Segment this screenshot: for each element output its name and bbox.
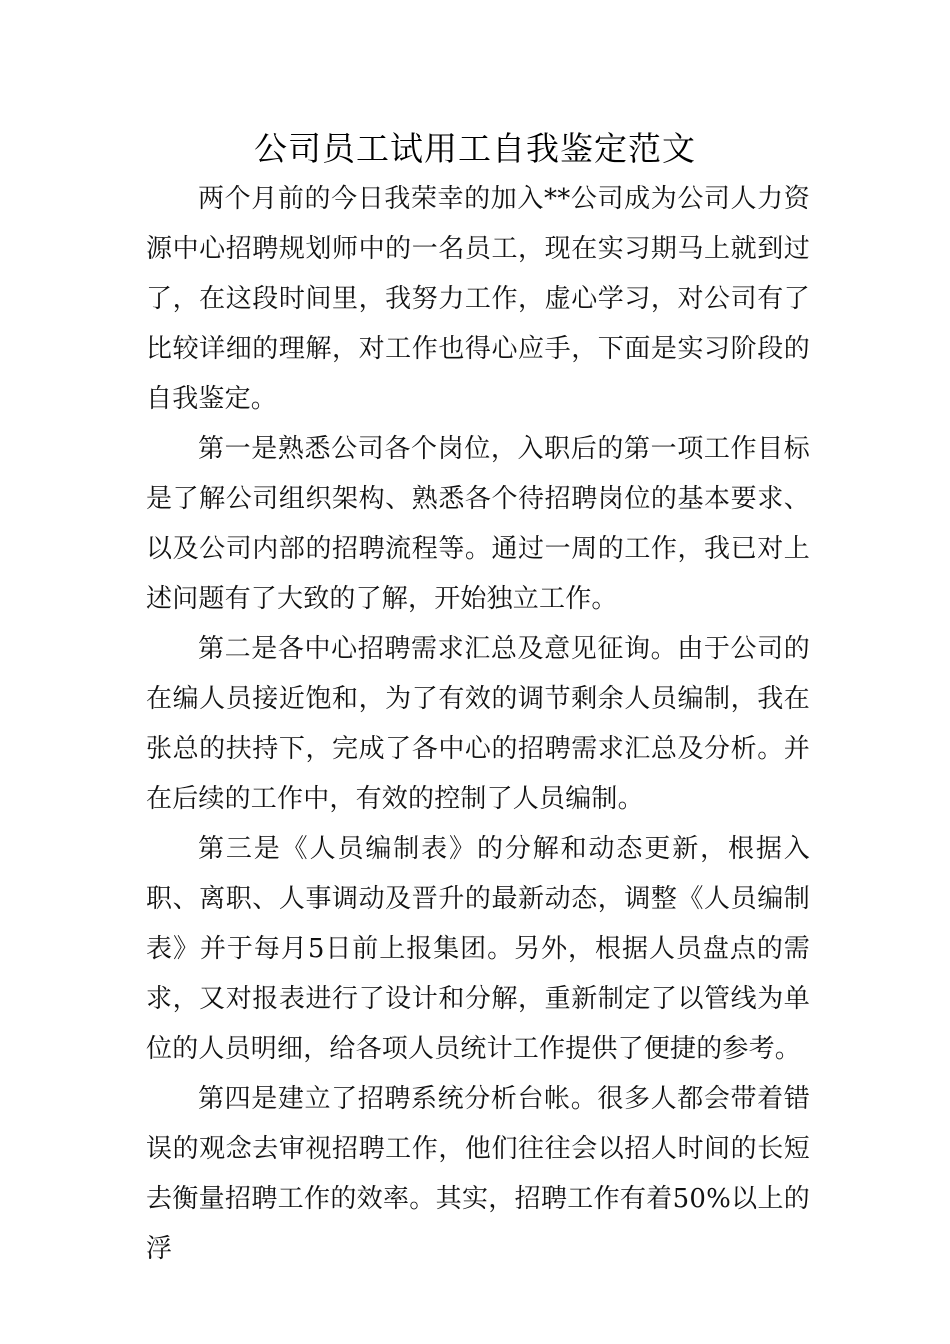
paragraph-fourth: 第四是建立了招聘系统分析台帐。很多人都会带着错误的观念去审视招聘工作，他们往往会以招人时间的长短去衡量招聘工作的效率。其实，招聘工作有着50%以上的浮 xyxy=(146,1084,810,1264)
paragraph-first: 第一是熟悉公司各个岗位，入职后的第一项工作目标是了解公司组织架构、熟悉各个待招聘岗位的基本要求、以及公司内部的招聘流程等。通过一周的工作，我已对上述问题有了大致的了解，开始独立工作。 xyxy=(146,434,810,614)
paragraph-third: 第三是《人员编制表》的分解和动态更新，根据入职、离职、人事调动及晋升的最新动态，调整《人员编制表》并于每月5日前上报集团。另外，根据人员盘点的需求，又对报表进行了设计和分解，重新制定了以管线为单位的人员明细，给各项人员统计工作提供了便捷的参考。 xyxy=(146,834,810,1064)
document-body xyxy=(146,174,810,1274)
paragraph-second: 第二是各中心招聘需求汇总及意见征询。由于公司的在编人员接近饱和，为了有效的调节剩余人员编制，我在张总的扶持下，完成了各中心的招聘需求汇总及分析。并在后续的工作中，有效的控制了人员编制。 xyxy=(146,634,810,814)
document-title: 公司员工试用工自我鉴定范文 xyxy=(254,129,696,168)
paragraph-intro: 两个月前的今日我荣幸的加入**公司成为公司人力资源中心招聘规划师中的一名员工，现在实习期马上就到过了，在这段时间里，我努力工作，虚心学习，对公司有了比较详细的理解，对工作也得心应手，下面是实习阶段的自我鉴定。 xyxy=(146,184,810,414)
